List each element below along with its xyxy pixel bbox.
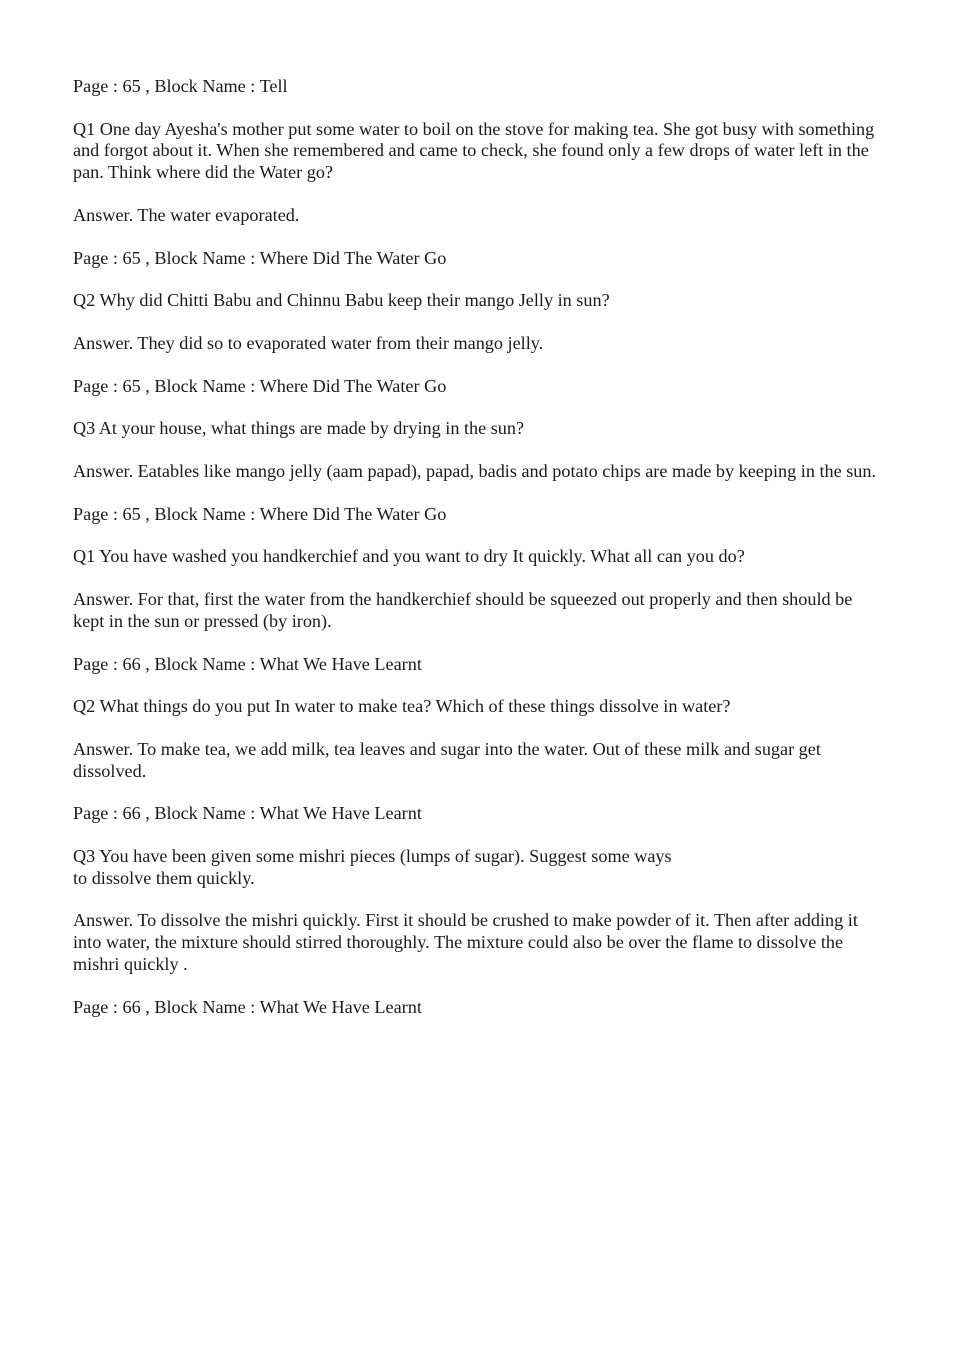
answer-text: Answer. Eatables like mango jelly (aam papad), papad, badis and potato chips are made by keeping in the sun. bbox=[73, 461, 877, 482]
page-block-heading: Page : 65 , Block Name : Where Did The Water Go bbox=[73, 375, 447, 396]
answer-text: Answer. They did so to evaporated water from their mango jelly. bbox=[73, 332, 544, 353]
page-block-heading: Page : 65 , Block Name : Where Did The Water Go bbox=[73, 503, 447, 524]
question-text: Q3 You have been given some mishri pieces (lumps of sugar). Suggest some ways to dissolve them quickly. bbox=[73, 846, 672, 888]
question-text: Q1 One day Ayesha's mother put some water to boil on the stove for making tea. She got busy with something and forgot about it. When she remembered and came to check, she found only a few drops of water left in the pan. Think where did the Water go? bbox=[73, 118, 875, 183]
page-block-heading: Page : 66 , Block Name : What We Have Learnt bbox=[73, 653, 422, 674]
document-page bbox=[73, 76, 885, 1039]
question-text: Q2 What things do you put In water to make tea? Which of these things dissolve in water? bbox=[73, 696, 731, 717]
question-text: Q2 Why did Chitti Babu and Chinnu Babu keep their mango Jelly in sun? bbox=[73, 290, 610, 311]
answer-text: Answer. To dissolve the mishri quickly. First it should be crushed to make powder of it. Then after adding it into water, the mixture should stirred thoroughly. The mixture could also be over the flame to dissolve the mishri quickly . bbox=[73, 910, 858, 974]
page-block-heading: Page : 66 , Block Name : What We Have Learnt bbox=[73, 803, 422, 824]
page-block-heading: Page : 65 , Block Name : Tell bbox=[73, 76, 288, 96]
answer-text: Answer. To make tea, we add milk, tea leaves and sugar into the water. Out of these milk and sugar get dissolved. bbox=[73, 738, 821, 781]
answer-text: Answer. The water evaporated. bbox=[73, 204, 300, 225]
page-block-heading: Page : 66 , Block Name : What We Have Learnt bbox=[73, 996, 422, 1017]
answer-text: Answer. For that, first the water from the handkerchief should be squeezed out properly and then should be kept in the sun or pressed (by iron). bbox=[73, 589, 853, 631]
question-text: Q3 At your house, what things are made by drying in the sun? bbox=[73, 418, 525, 439]
question-text: Q1 You have washed you handkerchief and you want to dry It quickly. What all can you do? bbox=[73, 546, 745, 567]
page-block-heading: Page : 65 , Block Name : Where Did The Water Go bbox=[73, 247, 447, 268]
